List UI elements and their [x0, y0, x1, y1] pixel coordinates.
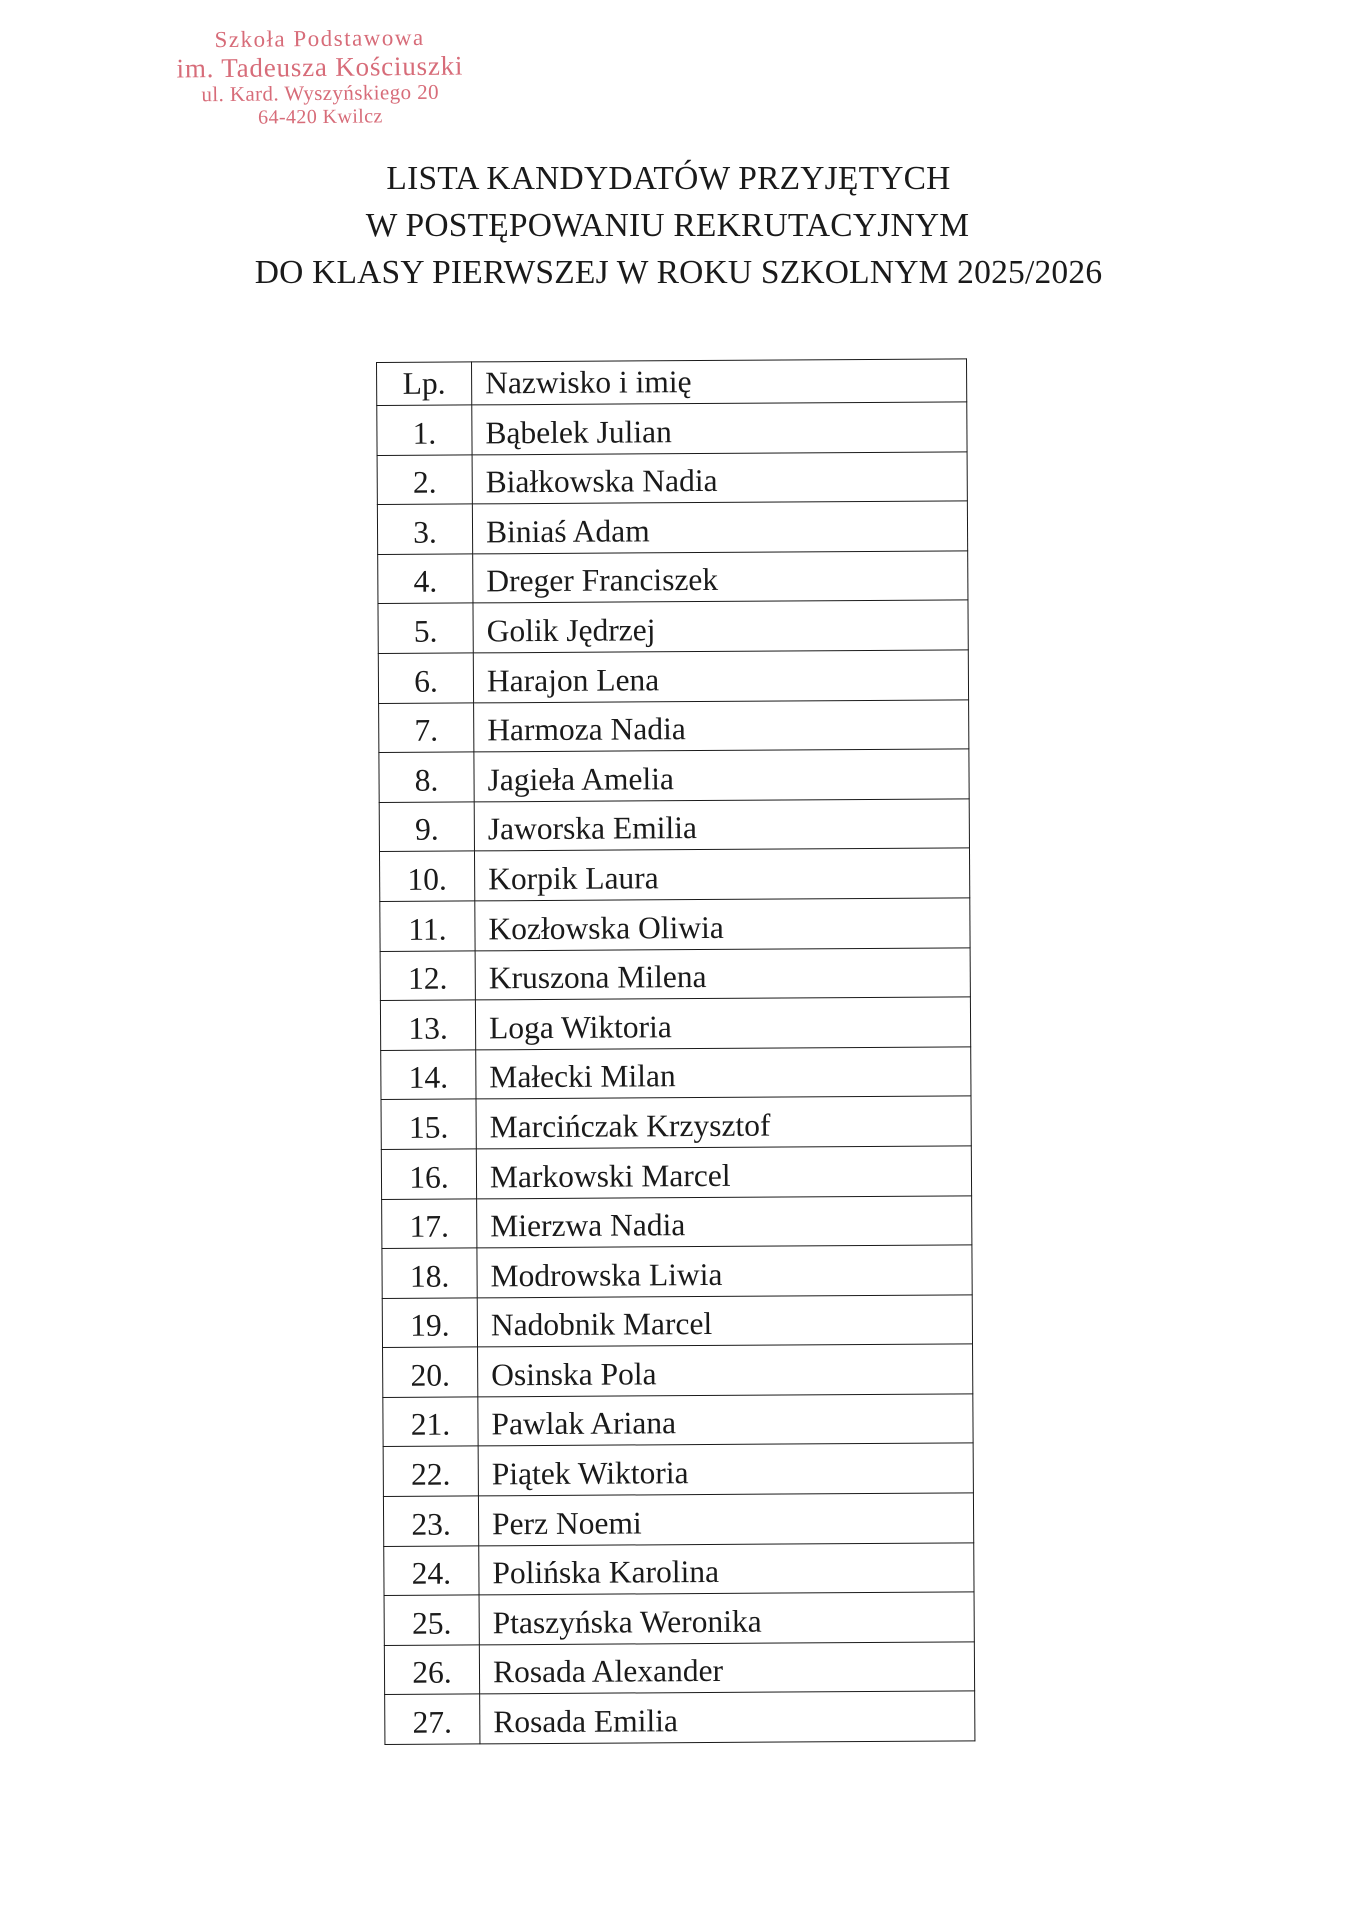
title-line-2: W POSTĘPOWANIU REKRUTACYJNYM	[365, 207, 970, 244]
candidate-name: Pawlak Ariana	[478, 1394, 973, 1447]
row-number: 13.	[380, 1000, 475, 1050]
candidate-name: Perz Noemi	[478, 1493, 973, 1546]
title-line-1: LISTA KANDYDATÓW PRZYJĘTYCH	[386, 160, 951, 197]
table-row	[382, 1295, 972, 1348]
table-row	[381, 1146, 971, 1199]
table-row	[380, 898, 970, 951]
table-row	[378, 650, 968, 703]
row-number: 3.	[377, 504, 472, 554]
header-lp: Lp.	[377, 362, 472, 406]
row-number: 27.	[385, 1694, 480, 1744]
candidate-name: Harmoza Nadia	[474, 699, 969, 752]
candidate-name: Rosada Emilia	[480, 1691, 975, 1744]
row-number: 19.	[382, 1298, 477, 1348]
candidate-name: Białkowska Nadia	[472, 451, 967, 504]
row-number: 21.	[383, 1397, 478, 1447]
table-row	[380, 997, 970, 1050]
row-number: 15.	[381, 1099, 476, 1149]
stamp-school-patron: im. Tadeusza Kościuszki	[176, 50, 464, 84]
table-row	[381, 1047, 971, 1100]
candidate-name: Małecki Milan	[476, 1047, 971, 1100]
table-row	[383, 1344, 973, 1397]
table-body	[377, 402, 975, 1745]
candidate-name: Loga Wiktoria	[475, 997, 970, 1050]
candidate-name: Kozłowska Oliwia	[475, 898, 970, 951]
row-number: 6.	[378, 653, 473, 703]
row-number: 5.	[378, 603, 473, 653]
row-number: 14.	[381, 1050, 476, 1100]
header-name: Nazwisko i imię	[472, 359, 967, 405]
candidate-name: Modrowska Liwia	[477, 1245, 972, 1298]
table-row	[380, 947, 970, 1000]
row-number: 1.	[377, 405, 472, 455]
row-number: 8.	[379, 752, 474, 802]
candidate-name: Korpik Laura	[474, 848, 969, 901]
table-row	[383, 1394, 973, 1447]
candidate-name: Piątek Wiktoria	[478, 1443, 973, 1496]
candidate-name: Harajon Lena	[473, 650, 968, 703]
school-stamp	[149, 24, 490, 129]
table-row	[377, 501, 967, 554]
table-row	[379, 699, 969, 752]
row-number: 26.	[384, 1645, 479, 1695]
candidate-name: Marcińczak Krzysztof	[476, 1096, 971, 1149]
candidate-name: Polińska Karolina	[479, 1543, 974, 1596]
candidate-name: Bąbelek Julian	[472, 402, 967, 455]
row-number: 25.	[384, 1595, 479, 1645]
row-number: 24.	[384, 1546, 479, 1596]
candidate-name: Mierzwa Nadia	[477, 1195, 972, 1248]
table-row	[377, 451, 967, 504]
admitted-candidates-table	[376, 358, 975, 1745]
table-row	[384, 1543, 974, 1596]
document-title	[0, 155, 1357, 296]
row-number: 22.	[383, 1446, 478, 1496]
stamp-postal-address: 64-420 Kwilcz	[257, 104, 383, 129]
table-header-row	[377, 359, 967, 406]
row-number: 17.	[382, 1198, 477, 1248]
row-number: 7.	[379, 702, 474, 752]
row-number: 11.	[380, 901, 475, 951]
table-row	[384, 1642, 974, 1695]
stamp-school-name: Szkoła Podstawowa	[214, 24, 425, 53]
row-number: 4.	[378, 554, 473, 604]
table-row	[378, 600, 968, 653]
table-row	[383, 1443, 973, 1496]
table-row	[381, 1096, 971, 1149]
stamp-street-address: ul. Kard. Wyszyńskiego 20	[201, 79, 440, 107]
table-row	[385, 1691, 975, 1744]
candidate-name: Osinska Pola	[478, 1344, 973, 1397]
row-number: 18.	[382, 1248, 477, 1298]
table-row	[382, 1195, 972, 1248]
candidate-name: Markowski Marcel	[476, 1146, 971, 1199]
row-number: 23.	[383, 1496, 478, 1546]
table-row	[378, 551, 968, 604]
candidate-name: Jagieła Amelia	[474, 749, 969, 802]
candidate-name: Golik Jędrzej	[473, 600, 968, 653]
row-number: 2.	[377, 455, 472, 505]
candidate-name: Nadobnik Marcel	[477, 1295, 972, 1348]
table-row	[379, 749, 969, 802]
row-number: 20.	[383, 1347, 478, 1397]
row-number: 9.	[379, 802, 474, 852]
candidate-name: Jaworska Emilia	[474, 799, 969, 852]
table-row	[382, 1245, 972, 1298]
table-row	[379, 799, 969, 852]
candidate-name: Rosada Alexander	[479, 1642, 974, 1695]
candidate-name: Biniaś Adam	[472, 501, 967, 554]
row-number: 16.	[381, 1149, 476, 1199]
row-number: 10.	[379, 851, 474, 901]
table-row	[383, 1493, 973, 1546]
candidate-name: Dreger Franciszek	[473, 551, 968, 604]
table-row	[379, 848, 969, 901]
title-line-3: DO KLASY PIERWSZEJ W ROKU SZKOLNYM 2025/2026	[254, 254, 1103, 291]
candidate-name: Kruszona Milena	[475, 947, 970, 1000]
row-number: 12.	[380, 950, 475, 1000]
table-row	[384, 1592, 974, 1645]
table-row	[377, 402, 967, 455]
candidate-name: Ptaszyńska Weronika	[479, 1592, 974, 1645]
